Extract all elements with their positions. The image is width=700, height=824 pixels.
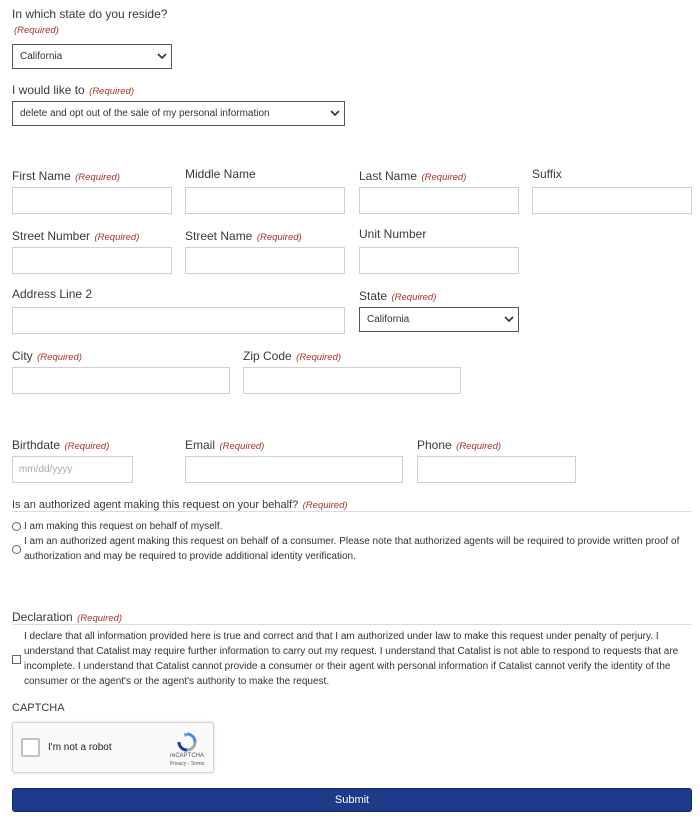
unit-number-label: Unit Number [359,227,427,241]
street-name-label-row [185,227,302,245]
birthdate-field[interactable] [12,456,133,483]
email-input[interactable] [186,457,402,482]
agent-option-self-radio[interactable] [12,522,21,531]
required-marker: (Required) [89,86,135,97]
required-marker: (Required) [75,172,121,183]
last-name-field[interactable] [359,187,519,214]
city-label-row [12,347,82,365]
phone-input[interactable] [418,457,575,482]
required-marker: (Required) [37,352,83,363]
suffix-input[interactable] [533,188,691,213]
declaration-text: I declare that all information provided here is true and correct and that I am authorized under law to make this request under penalty of perjury. I understand that Catalist may require further information to carry out my request. I understand that Catalist is not able to respond to requests that are incomplete. I understand that Catalist cannot provide a consumer or their agent with personal information if Catalist cannot verify the identity of the consumer or the agent's or the agent's authority to make the request. [24,631,679,687]
request-type-select[interactable] [12,101,345,126]
city-field[interactable] [12,367,230,394]
zip-field[interactable] [243,367,461,394]
recaptcha-links[interactable]: Privacy - Terms [169,761,205,767]
divider [12,511,692,512]
chevron-down-icon [157,51,167,61]
state-question-label: In which state do you reside? [12,7,168,21]
required-marker: (Required) [456,441,502,452]
birthdate-label: Birthdate [12,438,61,452]
required-marker: (Required) [302,500,348,511]
phone-field[interactable] [417,456,576,483]
recaptcha-widget [12,722,214,773]
last-name-input[interactable] [360,188,518,213]
email-label: Email [185,438,216,452]
required-marker: (Required) [94,232,140,243]
street-number-field[interactable] [12,247,172,274]
middle-name-field[interactable] [185,187,345,214]
chevron-down-icon [504,314,514,324]
street-name-label: Street Name [185,229,253,243]
chevron-down-icon [330,108,340,118]
agent-option-agent-label: I am an authorized agent making this request on behalf of a consumer. Please note that authorized agents will be required to provide written proof of authorization and may be required to provide additional identity verification. [24,536,680,562]
first-name-label-row [12,167,120,185]
unit-number-field[interactable] [359,247,519,274]
required-marker: (Required) [391,292,437,303]
city-input[interactable] [13,368,229,393]
agent-question-label: Is an authorized agent making this request on your behalf? [12,499,299,511]
recaptcha-text: I'm not a robot [48,742,112,753]
required-marker: (Required) [256,232,302,243]
divider [12,624,692,625]
agent-option-self-label: I am making this request on behalf of myself. [24,521,223,532]
middle-name-input[interactable] [186,188,344,213]
street-number-label: Street Number [12,229,91,243]
phone-label-row [417,436,501,454]
phone-label: Phone [417,438,452,452]
birthdate-input[interactable] [13,457,132,482]
required-marker: (Required) [219,441,265,452]
street-number-input[interactable] [13,248,171,273]
request-type-label: I would like to [12,83,85,97]
zip-label-row [243,347,341,365]
required-marker: (Required) [77,613,123,624]
address-state-select[interactable] [359,307,519,332]
street-name-input[interactable] [186,248,344,273]
middle-name-label: Middle Name [185,167,256,181]
required-marker: (Required) [14,25,59,36]
city-label: City [12,349,33,363]
request-type-value: delete and opt out of the sale of my personal information [20,108,270,119]
email-label-row [185,436,264,454]
address-line2-field[interactable] [12,307,345,334]
required-marker: (Required) [296,352,342,363]
required-marker: (Required) [64,441,110,452]
state-label: State [359,289,388,303]
last-name-label-row [359,167,466,185]
email-field[interactable] [185,456,403,483]
residence-state-select[interactable] [12,44,172,69]
unit-number-input[interactable] [360,248,518,273]
zip-label: Zip Code [243,349,292,363]
request-type-label-row [12,81,134,99]
birthdate-label-row [12,436,109,454]
recaptcha-logo-icon [176,731,198,753]
recaptcha-checkbox[interactable] [21,738,40,757]
residence-state-value: California [20,51,63,62]
state-label-row [359,287,436,305]
captcha-label: CAPTCHA [12,702,65,714]
required-marker: (Required) [421,172,467,183]
suffix-field[interactable] [532,187,692,214]
last-name-label: Last Name [359,169,418,183]
submit-button[interactable]: Submit [12,788,692,812]
agent-option-agent-radio[interactable] [12,545,21,554]
street-number-label-row [12,227,139,245]
address-line2-label: Address Line 2 [12,287,93,301]
street-name-field[interactable] [185,247,345,274]
first-name-label: First Name [12,169,71,183]
first-name-input[interactable] [13,188,171,213]
declaration-checkbox[interactable] [12,655,21,664]
declaration-label: Declaration [12,610,73,624]
address-state-value: California [367,314,410,325]
first-name-field[interactable] [12,187,172,214]
zip-input[interactable] [244,368,460,393]
suffix-label: Suffix [532,167,562,181]
recaptcha-brand: reCAPTCHA [169,753,204,759]
address-line2-input[interactable] [13,308,344,333]
